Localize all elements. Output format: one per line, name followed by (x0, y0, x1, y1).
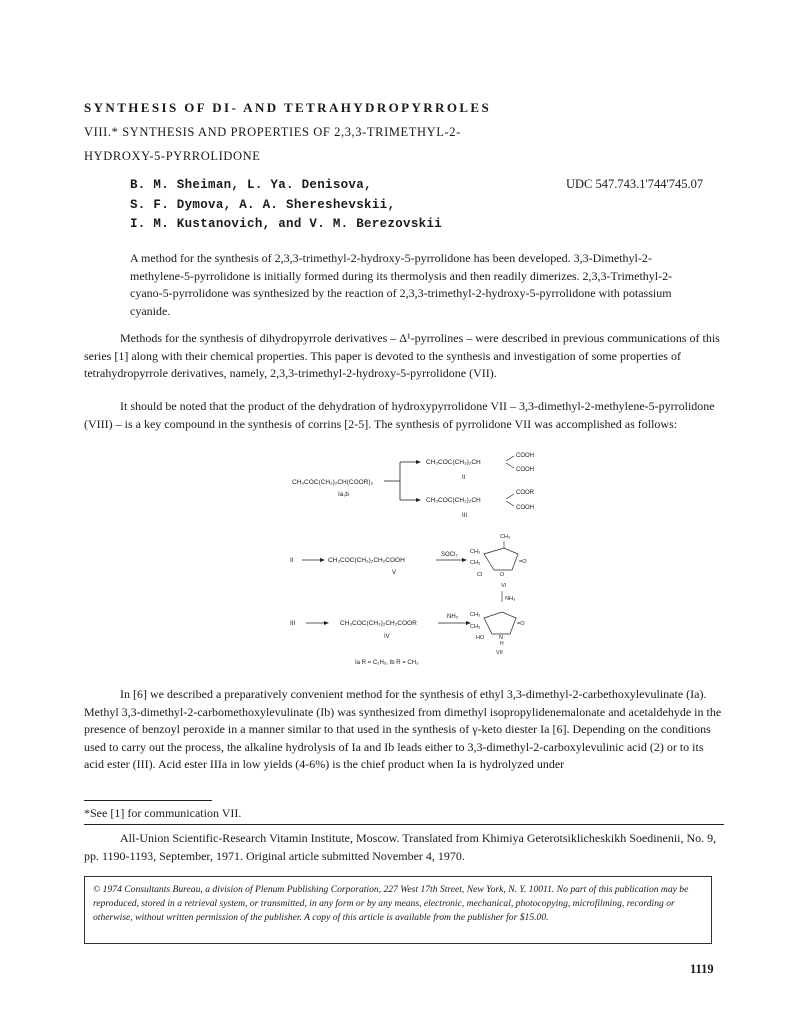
title-series: SYNTHESIS OF DI- AND TETRAHYDROPYRROLES (84, 100, 492, 115)
label-VI: VI (501, 583, 507, 589)
copyright-notice: © 1974 Consultants Bureau, a division of Plenum Publishing Corporation, 227 West 17th Street, New York, N. Y. 10011. No part of this publication may be reproduced, stored in a retrieval system, or transmitted, in any form or by any means, electronic, mechanical, photocopying, microfilming, recording or otherwise, without written permission of the publisher. A copy of this article is available from the publisher for $15.00. (93, 884, 689, 923)
page-number: 1119 (690, 962, 714, 976)
compound-V: CH₃COC(CH₃)₂CH₂COOH (328, 557, 405, 564)
compound-IV: CH₃COC(CH₃)₂CH₂COOR (340, 620, 417, 627)
label-II: II (462, 475, 466, 481)
nh3-step: NH₃ (505, 596, 516, 602)
copyright-box (84, 876, 712, 944)
VII-nh-hydrogen: H (500, 641, 504, 647)
author-line: B. M. Sheiman, L. Ya. Denisova, (130, 178, 372, 192)
label-IV: IV (384, 634, 390, 640)
reaction-scheme (280, 450, 580, 670)
affiliation-divider (84, 824, 724, 825)
label-V: V (392, 570, 397, 576)
VI-methyl-2: CH₃ (470, 560, 481, 566)
II-group-bottom: COOH (516, 467, 534, 473)
VI-methyl-top: CH₃ (500, 534, 511, 540)
title-part-continued: HYDROXY-5-PYRROLIDONE (84, 149, 261, 163)
VII-nitrogen: N (499, 635, 503, 641)
compound-III: CH₃COC(CH₃)₂CH (426, 497, 481, 504)
body-paragraph: Methods for the synthesis of dihydropyrrole derivatives – Δ¹-pyrrolines – were described in previous communications of this series [1] along with their chemical properties. This paper is devoted to the synthesis and investigation of some properties of tetrahydropyrrole derivatives, namely, 2,3,3-trimethyl-2-hydroxy-5-pyrrolidone (VII). (84, 331, 720, 380)
author-list (130, 176, 442, 235)
reagent-socl2: SOCl₂ (441, 552, 458, 558)
II-group-top: COOH (516, 453, 534, 459)
reagent-nh3: NH₃ (447, 614, 459, 620)
III-group-top: COOR (516, 490, 534, 496)
label-start: Ia,b (338, 491, 349, 498)
udc-code: UDC 547.743.1'744'745.07 (566, 177, 704, 191)
footnote-divider (84, 800, 212, 801)
author-line: I. M. Kustanovich, and V. M. Berezovskii (130, 217, 443, 231)
compound-start: CH₃COC(CH₃)₂CH(COOR)₂ (292, 479, 374, 486)
scheme-legend: Ia R = C₂H₅, Ib R = CH₃ (355, 660, 419, 666)
body-paragraph: In [6] we described a preparatively convenient method for the synthesis of ethyl 3,3-dimethyl-2-carbethoxylevulinate (Ia). Methyl 3,3-dimethyl-2-carbomethoxylevulinate (Ib) was synthesized from dimethyl isopropylidenemalonate and acetaldehyde in the presence of benzoyl peroxide in a manner similar to that used in the synthesis of γ-keto diester Ia [6]. Depending on the conditions used to carry out the process, the alkaline hydrolysis of Ia and Ib leads either to 3,3-dimethyl-2-carboxylevulinic acid (2) or to its acid ester (III). Acid ester IIIa in low yields (4-6%) is the chief product when Ia is hydrolyzed under (84, 687, 722, 771)
VII-hydroxy: HO (476, 635, 485, 641)
abstract: A method for the synthesis of 2,3,3-trimethyl-2-hydroxy-5-pyrrolidone has been developed. 3,3-Dimethyl-2-methylene-5-pyrrolidone is initially formed during its thermolysis and then readily dimerizes. 2,3,3-Trimethyl-2-cyano-5-pyrrolidone was synthesized by the reaction of 2,3,3-trimethyl-2-hydroxy-5-pyrrolidone with potassium cyanide. (130, 251, 673, 318)
VII-carbonyl: =O (517, 621, 525, 627)
compound-II: CH₃COC(CH₃)₂CH (426, 459, 481, 466)
author-line: S. F. Dymova, A. A. Shereshevskii, (130, 197, 396, 212)
body-paragraph: It should be noted that the product of the dehydration of hydroxypyrrolidone VII – 3,3-dimethyl-2-methylene-5-pyrrolidone (VIII) – is a key compound in the synthesis of corrins [2-5]. The synthesis of pyrrolidone VII was accomplished as follows: (84, 399, 715, 431)
VI-chlorine: Cl (477, 572, 483, 578)
affiliation-note: All-Union Scientific-Research Vitamin Institute, Moscow. Translated from Khimiya Geterotsiklicheskikh Soedinenii, No. 9, pp. 1190-1193, September, 1971. Original article submitted November 4, 1970. (84, 831, 717, 863)
row3-start: III (290, 620, 296, 627)
VII-methyl-2: CH₃ (470, 624, 481, 630)
VI-ring-oxygen: O (500, 572, 505, 578)
footnote: *See [1] for communication VII. (84, 806, 242, 820)
III-group-bottom: COOH (516, 505, 534, 511)
label-III: III (462, 513, 468, 519)
VII-methyl-1: CH₃ (470, 612, 481, 618)
title-part: VIII.* SYNTHESIS AND PROPERTIES OF 2,3,3-TRIMETHYL-2- (84, 125, 461, 139)
label-VII: VII (496, 650, 503, 656)
VI-methyl-1: CH₃ (470, 549, 481, 555)
row2-start: II (290, 557, 294, 564)
VI-carbonyl: =O (519, 559, 527, 565)
